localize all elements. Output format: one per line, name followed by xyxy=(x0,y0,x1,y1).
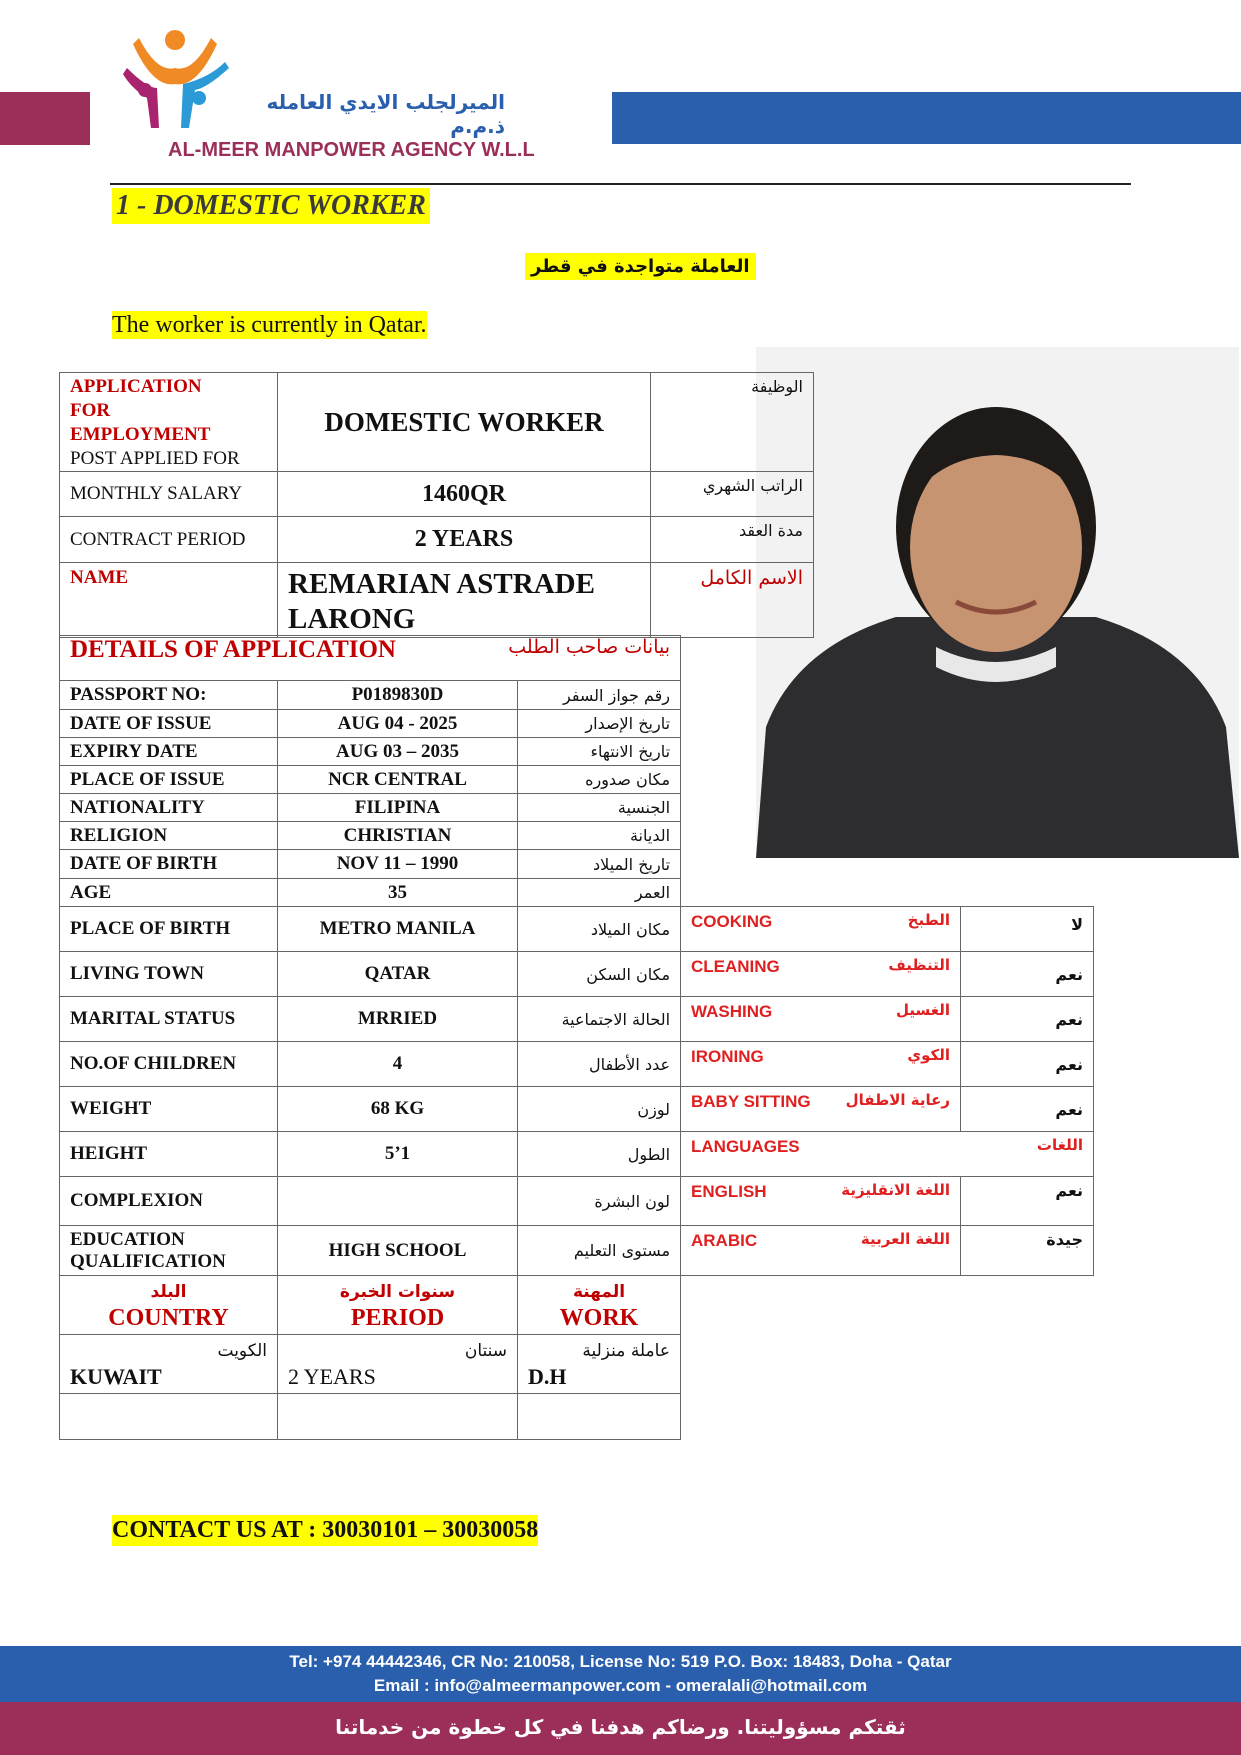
details-header-row xyxy=(60,636,681,681)
skill-label-ar: الكوي xyxy=(907,1046,950,1064)
table-row xyxy=(60,850,681,879)
experience-value-ar: عاملة منزلية xyxy=(582,1341,670,1361)
skill-cooking xyxy=(681,907,961,952)
experience-table xyxy=(59,1275,681,1440)
skill-label: WASHING xyxy=(691,1002,773,1021)
detail-label-ar: العمر xyxy=(518,879,681,907)
skill-answer: نعم xyxy=(961,952,1094,997)
detail-value: HIGH SCHOOL xyxy=(278,1226,518,1276)
page-title: 1 - DOMESTIC WORKER xyxy=(112,188,430,224)
skill-washing xyxy=(681,997,961,1042)
detail-label-ar: تاريخ الميلاد xyxy=(518,850,681,879)
experience-value-ar: الكويت xyxy=(217,1341,267,1361)
detail-label: DATE OF BIRTH xyxy=(60,850,278,879)
detail-label: WEIGHT xyxy=(60,1087,278,1132)
experience-cell xyxy=(518,1335,681,1394)
experience-value: D.H xyxy=(528,1364,567,1389)
table-row xyxy=(60,907,681,952)
table-row xyxy=(681,1042,1094,1087)
skill-label-ar: الطبخ xyxy=(907,911,950,929)
experience-cell xyxy=(278,1335,518,1394)
table-row xyxy=(681,1177,1094,1226)
experience-value: KUWAIT xyxy=(70,1364,162,1389)
name-label: NAME xyxy=(60,563,278,638)
table-row xyxy=(60,794,681,822)
detail-label-ar: مكان الميلاد xyxy=(518,907,681,952)
company-name-ar: الميرلجلب الايدي العامله ذ.م.م xyxy=(266,90,505,138)
footer-slogan-bar xyxy=(0,1702,1241,1755)
detail-value: 35 xyxy=(278,879,518,907)
detail-value: MRRIED xyxy=(278,997,518,1042)
detail-value: 68 KG xyxy=(278,1087,518,1132)
detail-value: AUG 04 - 2025 xyxy=(278,710,518,738)
language-arabic xyxy=(681,1226,961,1276)
table-row xyxy=(60,1335,681,1394)
table-row xyxy=(60,681,681,710)
language-label-ar: اللغة العربية xyxy=(860,1230,950,1248)
details-title: DETAILS OF APPLICATION xyxy=(70,636,396,663)
experience-header xyxy=(60,1276,278,1335)
table-row xyxy=(681,1132,1094,1177)
detail-value: FILIPINA xyxy=(278,794,518,822)
header-blue-bar xyxy=(612,92,1241,144)
application-table xyxy=(59,372,814,638)
experience-cell xyxy=(60,1335,278,1394)
experience-value-ar: سنتان xyxy=(464,1341,507,1361)
experience-empty-cell xyxy=(518,1394,681,1440)
detail-value: NOV 11 – 1990 xyxy=(278,850,518,879)
detail-label: NO.OF CHILDREN xyxy=(60,1042,278,1087)
detail-label-ar: الحالة الاجتماعية xyxy=(518,997,681,1042)
table-row xyxy=(60,952,681,997)
language-label-ar: اللغة الانقليزية xyxy=(841,1181,950,1199)
detail-value: QATAR xyxy=(278,952,518,997)
detail-label-ar: عدد الأطفال xyxy=(518,1042,681,1087)
detail-label: EXPIRY DATE xyxy=(60,738,278,766)
footer-tel: Tel: +974 44442346, CR No: 210058, License No: 519 P.O. Box: 18483, Doha - Qatar xyxy=(289,1652,952,1671)
experience-header-en: WORK xyxy=(559,1305,639,1331)
language-english xyxy=(681,1177,961,1226)
language-label: ENGLISH xyxy=(691,1182,767,1201)
table-row xyxy=(60,563,814,638)
detail-label: LIVING TOWN xyxy=(60,952,278,997)
skill-label: BABY SITTING xyxy=(691,1092,811,1111)
experience-header xyxy=(518,1276,681,1335)
languages-label: LANGUAGES xyxy=(691,1137,800,1156)
experience-header-ar: المهنة xyxy=(572,1282,626,1302)
name-label-ar: الاسم الكامل xyxy=(651,563,814,638)
detail-label-ar: تاريخ الانتهاء xyxy=(518,738,681,766)
detail-label: COMPLEXION xyxy=(60,1177,278,1226)
table-row xyxy=(60,710,681,738)
detail-value: 4 xyxy=(278,1042,518,1087)
detail-label: PLACE OF ISSUE xyxy=(60,766,278,794)
detail-label-ar: الديانة xyxy=(518,822,681,850)
detail-label-ar: لون البشرة xyxy=(518,1177,681,1226)
person-photo-icon xyxy=(756,347,1239,858)
footer-contact-bar xyxy=(0,1646,1241,1702)
skill-label: COOKING xyxy=(691,912,773,931)
contact-line: CONTACT US AT : 30030101 – 30030058 xyxy=(112,1515,538,1546)
detail-label: HEIGHT xyxy=(60,1132,278,1177)
status-ar: العاملة متواجدة في قطر xyxy=(525,253,756,280)
table-row xyxy=(681,1226,1094,1276)
table-row xyxy=(681,1087,1094,1132)
table-row xyxy=(681,952,1094,997)
details-title-ar: بيانات صاحب الطلب xyxy=(508,636,671,658)
skill-answer: نعم xyxy=(961,1087,1094,1132)
language-answer: نعم xyxy=(961,1177,1094,1226)
detail-label: DATE OF ISSUE xyxy=(60,710,278,738)
table-row xyxy=(60,472,814,517)
skill-label: IRONING xyxy=(691,1047,764,1066)
table-row xyxy=(60,1177,681,1226)
experience-header-ar: سنوات الخبرة xyxy=(339,1282,456,1302)
experience-header-en: COUNTRY xyxy=(108,1305,229,1331)
languages-label-ar: اللغات xyxy=(1036,1136,1083,1154)
table-row xyxy=(60,1226,681,1276)
detail-label: RELIGION xyxy=(60,822,278,850)
detail-label-ar: مكان السكن xyxy=(518,952,681,997)
footer-email: Email : info@almeermanpower.com - omeralali@hotmail.com xyxy=(373,1676,868,1695)
skills-table xyxy=(680,906,1094,1276)
table-row xyxy=(60,738,681,766)
detail-value: P0189830D xyxy=(278,681,518,710)
name-value: REMARIAN ASTRADE LARONG xyxy=(278,563,651,638)
skill-answer: لا xyxy=(961,907,1094,952)
post-value: DOMESTIC WORKER xyxy=(278,373,651,472)
detail-label: PASSPORT NO: xyxy=(60,681,278,710)
status-en: The worker is currently in Qatar. xyxy=(112,312,427,338)
contract-label-ar: مدة العقد xyxy=(651,517,814,563)
salary-value: 1460QR xyxy=(278,472,651,517)
language-answer: جيدة xyxy=(961,1226,1094,1276)
detail-value: AUG 03 – 2035 xyxy=(278,738,518,766)
contract-label: CONTRACT PERIOD xyxy=(60,517,278,563)
detail-label-ar: رقم جواز السفر xyxy=(518,681,681,710)
header-divider xyxy=(110,183,1131,185)
skill-label-ar: التنظيف xyxy=(888,956,950,974)
application-label: APPLICATION FOR EMPLOYMENT xyxy=(70,376,211,445)
skill-ironing xyxy=(681,1042,961,1087)
detail-label-ar: مستوى التعليم xyxy=(518,1226,681,1276)
detail-value xyxy=(278,1177,518,1226)
company-name-en: AL-MEER MANPOWER AGENCY W.L.L xyxy=(168,139,535,161)
table-row xyxy=(60,1276,681,1335)
experience-empty-cell xyxy=(278,1394,518,1440)
languages-header xyxy=(681,1132,1094,1177)
detail-value: METRO MANILA xyxy=(278,907,518,952)
detail-value: CHRISTIAN xyxy=(278,822,518,850)
table-row xyxy=(60,766,681,794)
skill-baby-sitting xyxy=(681,1087,961,1132)
table-row xyxy=(60,997,681,1042)
detail-value: NCR CENTRAL xyxy=(278,766,518,794)
worker-photo xyxy=(756,347,1239,858)
table-row xyxy=(60,1087,681,1132)
detail-label-ar: تاريخ الإصدار xyxy=(518,710,681,738)
skill-label: CLEANING xyxy=(691,957,780,976)
post-label-ar: الوظيفة xyxy=(651,373,814,472)
salary-label-ar: الراتب الشهري xyxy=(651,472,814,517)
detail-label: EDUCATION QUALIFICATION xyxy=(60,1226,278,1276)
contract-value: 2 YEARS xyxy=(278,517,651,563)
skill-label-ar: الغسيل xyxy=(895,1001,950,1019)
table-row xyxy=(60,517,814,563)
table-row xyxy=(60,373,814,472)
detail-label-ar: مكان صدوره xyxy=(518,766,681,794)
table-row xyxy=(60,1042,681,1087)
table-row xyxy=(681,907,1094,952)
detail-label-ar: لوزن xyxy=(518,1087,681,1132)
details-table xyxy=(59,635,681,1276)
post-label: POST APPLIED FOR xyxy=(70,448,240,469)
detail-label: AGE xyxy=(60,879,278,907)
language-label: ARABIC xyxy=(691,1231,758,1250)
table-row xyxy=(681,997,1094,1042)
skill-answer: نعم xyxy=(961,997,1094,1042)
table-row xyxy=(60,822,681,850)
skill-label-ar: رعاية الاطفال xyxy=(845,1091,950,1109)
table-row xyxy=(60,879,681,907)
experience-empty-cell xyxy=(60,1394,278,1440)
experience-header-en: PERIOD xyxy=(350,1305,445,1331)
footer-slogan: ثقتكم مسؤوليتنا. ورضاكم هدفنا في كل خطوة من خدماتنا xyxy=(335,1715,906,1739)
detail-label-ar: الطول xyxy=(518,1132,681,1177)
header-maroon-bar xyxy=(0,92,90,145)
table-row xyxy=(60,1394,681,1440)
table-row xyxy=(60,1132,681,1177)
skill-cleaning xyxy=(681,952,961,997)
experience-header-ar: البلد xyxy=(150,1282,187,1302)
experience-value: 2 YEARS xyxy=(288,1364,376,1389)
salary-label: MONTHLY SALARY xyxy=(60,472,278,517)
experience-header xyxy=(278,1276,518,1335)
detail-value: 5’1 xyxy=(278,1132,518,1177)
detail-label: NATIONALITY xyxy=(60,794,278,822)
detail-label: MARITAL STATUS xyxy=(60,997,278,1042)
detail-label: PLACE OF BIRTH xyxy=(60,907,278,952)
detail-label-ar: الجنسية xyxy=(518,794,681,822)
skill-answer: نعم xyxy=(961,1042,1094,1087)
